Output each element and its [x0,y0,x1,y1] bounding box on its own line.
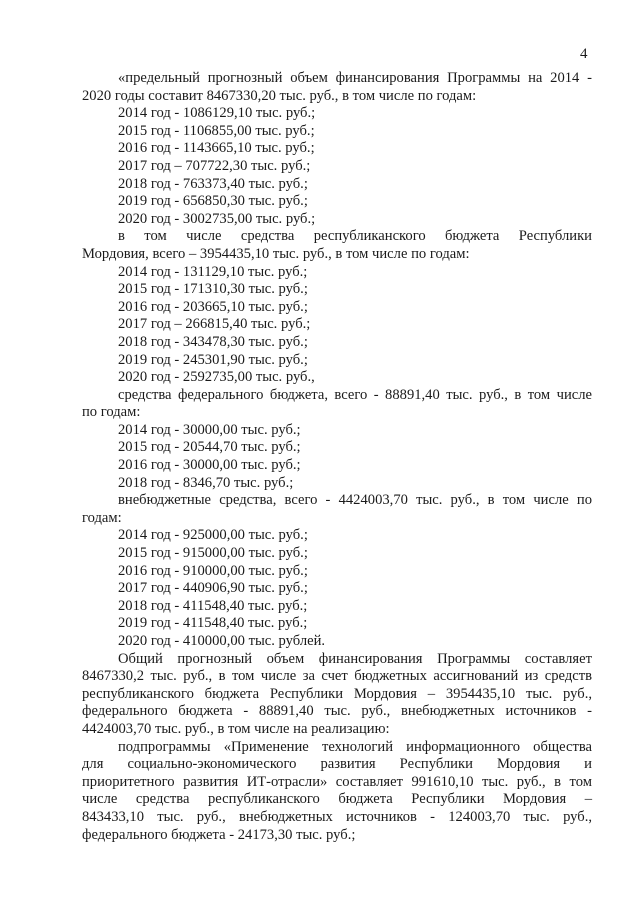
list-item: 2019 год - 245301,90 тыс. руб.; [118,351,308,368]
list-item: 2018 год - 343478,30 тыс. руб.; [118,333,308,350]
text-line: 2020 годы составит 8467330,20 тыс. руб., в том числе по годам: [82,87,477,104]
text-line: республиканского бюджета Республики Мордовия – 3954435,10 тыс. руб., [82,685,592,702]
list-item: 2016 год - 910000,00 тыс. руб.; [118,562,308,579]
text-line: внебюджетные средства, всего - 4424003,70 тыс. руб., в том числе по [118,492,592,509]
text-line: приоритетного развития ИТ-отрасли» составляет 991610,10 тыс. руб., в том [82,773,592,790]
text-line: федерального бюджета - 88891,40 тыс. руб., внебюджетных источников - [82,703,592,720]
list-item: 2017 год - 440906,90 тыс. руб.; [118,580,308,597]
list-item: 2014 год - 925000,00 тыс. руб.; [118,527,308,544]
list-item: 2020 год - 410000,00 тыс. рублей. [118,633,326,649]
text-line: подпрограммы «Применение технологий информационного общества [118,738,592,755]
list-item: 2015 год - 20544,70 тыс. руб.; [118,439,301,456]
list-item: 2017 год – 266815,40 тыс. руб.; [118,316,311,333]
list-item: 2019 год - 656850,30 тыс. руб.; [118,193,308,210]
text-line: годам: [82,509,122,526]
list-item: 2017 год – 707722,30 тыс. руб.; [118,157,311,174]
list-item: 2014 год - 30000,00 тыс. руб.; [118,421,301,438]
list-item: 2018 год - 763373,40 тыс. руб.; [118,175,308,192]
list-item: 2016 год - 1143665,10 тыс. руб.; [118,140,315,157]
list-item: 2020 год - 2592735,00 тыс. руб., [118,369,315,386]
text-line: «предельный прогнозный объем финансирования Программы на 2014 - [118,70,592,86]
list-item: 2015 год - 1106855,00 тыс. руб.; [118,122,315,139]
text-line: Мордовия, всего – 3954435,10 тыс. руб., в том числе по годам: [82,245,470,262]
list-item: 2016 год - 30000,00 тыс. руб.; [118,457,301,474]
text-line: 4424003,70 тыс. руб., в том числе на реализацию: [82,720,390,737]
list-item: 2015 год - 171310,30 тыс. руб.; [118,281,308,298]
list-item: 2014 год - 1086129,10 тыс. руб.; [118,105,316,122]
list-item: 2020 год - 3002735,00 тыс. руб.; [118,210,316,227]
text-line: числе средства республиканского бюджета Республики Мордовия – [82,791,592,808]
list-item: 2014 год - 131129,10 тыс. руб.; [118,263,308,280]
text-line: федерального бюджета - 24173,30 тыс. руб.; [82,826,356,843]
text-line: 843433,10 тыс. руб., внебюджетных источников - 124003,70 тыс. руб., [82,808,592,825]
text-line: 8467330,2 тыс. руб., в том числе за счет бюджетных ассигнований из средств [82,668,592,685]
text-line: по годам: [82,404,141,421]
list-item: 2018 год - 8346,70 тыс. руб.; [118,474,294,491]
list-item: 2018 год - 411548,40 тыс. руб.; [118,597,308,614]
list-item: 2015 год - 915000,00 тыс. руб.; [118,545,308,562]
text-line: средства федерального бюджета, всего - 88891,40 тыс. руб., в том числе [118,386,592,403]
list-item: 2019 год - 411548,40 тыс. руб.; [118,615,308,632]
list-item: 2016 год - 203665,10 тыс. руб.; [118,298,308,315]
document-body [82,70,592,844]
text-line: Общий прогнозный объем финансирования Программы составляет [118,650,592,667]
text-line: для социально-экономического развития Республики Мордовия и [82,756,592,773]
page-number: 4 [580,46,588,62]
text-line: в том числе средства республиканского бюджета Республики [118,228,592,245]
